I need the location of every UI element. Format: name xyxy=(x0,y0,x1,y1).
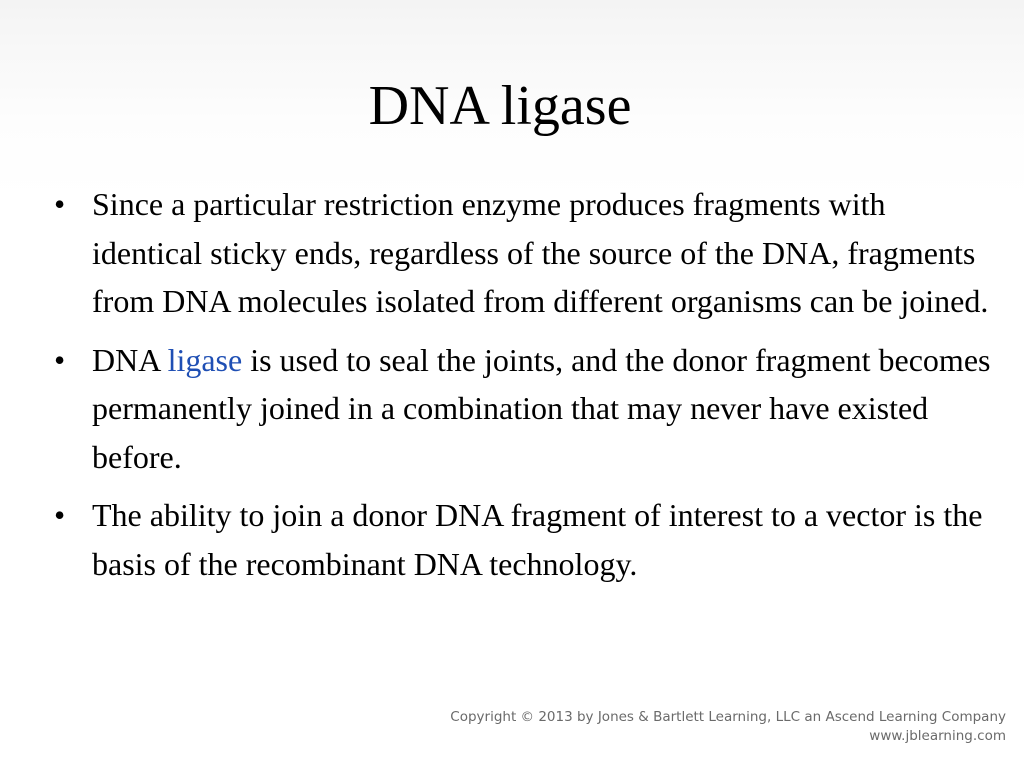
bullet-item xyxy=(54,336,994,482)
ligase-link[interactable]: ligase xyxy=(167,341,243,378)
slide-title: DNA ligase xyxy=(368,75,632,137)
bullet-text-suffix: is used to seal the joints, and the donor fragment becomes permanently joined in a combination that may never have existed before. xyxy=(92,341,991,475)
bullet-text: The ability to join a donor DNA fragment of interest to a vector is the basis of the recombinant DNA technology. xyxy=(92,497,983,582)
bullet-text: Since a particular restriction enzyme produces fragments with identical sticky ends, regardless of the source of the DNA, fragments from DNA molecules isolated from different organisms can be joined. xyxy=(92,186,989,319)
bullet-item xyxy=(54,491,994,588)
publisher-url: www.jblearning.com xyxy=(869,728,1006,744)
copyright-text: Copyright © 2013 by Jones & Bartlett Learning, LLC an Ascend Learning Company xyxy=(450,709,1006,725)
bullet-list xyxy=(54,180,994,598)
bullet-item xyxy=(54,180,994,326)
bullet-dot-icon: • xyxy=(54,497,66,533)
copyright-footer xyxy=(450,708,1006,746)
bullet-dot-icon: • xyxy=(54,341,66,378)
bullet-text-prefix: DNA xyxy=(92,341,168,378)
bullet-dot-icon: • xyxy=(54,186,66,222)
